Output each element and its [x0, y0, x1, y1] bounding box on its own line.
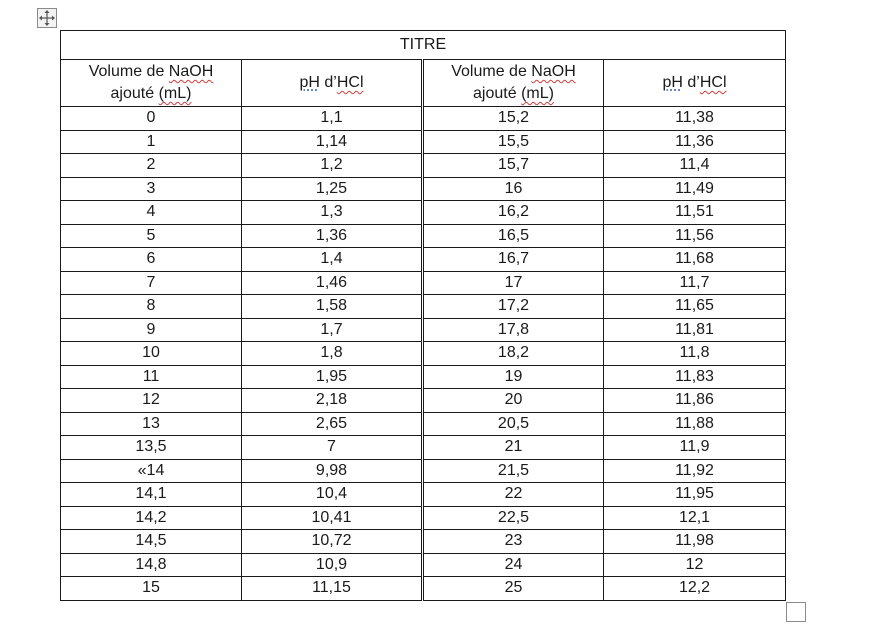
table-cell[interactable]: 14,2 [61, 506, 242, 530]
table-cell[interactable]: 24 [423, 553, 604, 577]
table-row [61, 436, 786, 460]
table-cell[interactable]: 11,38 [604, 107, 786, 131]
table-cell[interactable]: 7 [61, 271, 242, 295]
table-cell[interactable]: 11,7 [604, 271, 786, 295]
table-cell[interactable]: 20 [423, 389, 604, 413]
header-ph-hcl[interactable] [242, 60, 423, 107]
table-cell[interactable]: 2,18 [242, 389, 423, 413]
table-body [61, 107, 786, 601]
table-row [61, 318, 786, 342]
table-cell[interactable]: 25 [423, 577, 604, 601]
table-cell[interactable]: 19 [423, 365, 604, 389]
table-cell[interactable]: 21,5 [423, 459, 604, 483]
table-cell[interactable]: 1,46 [242, 271, 423, 295]
table-cell[interactable]: 20,5 [423, 412, 604, 436]
header-marked-word: HCl [336, 74, 364, 91]
table-cell[interactable]: 17 [423, 271, 604, 295]
table-cell[interactable]: 7 [242, 436, 423, 460]
table-row [61, 224, 786, 248]
table-cell[interactable]: 11,83 [604, 365, 786, 389]
table-cell[interactable]: 11,65 [604, 295, 786, 319]
four-way-arrow-icon [38, 9, 56, 27]
table-cell[interactable]: 12 [604, 553, 786, 577]
table-cell[interactable]: 22,5 [423, 506, 604, 530]
table-cell[interactable]: 15,7 [423, 154, 604, 178]
table-cell[interactable]: 13,5 [61, 436, 242, 460]
header-marked-word: NaOH [531, 63, 576, 80]
table-row [61, 553, 786, 577]
table-cell[interactable]: 11,9 [604, 436, 786, 460]
table-cell[interactable]: 10,72 [242, 530, 423, 554]
header-ph-hcl[interactable] [604, 60, 786, 107]
table-cell[interactable]: 1,25 [242, 177, 423, 201]
table-cell[interactable]: 11,8 [604, 342, 786, 366]
titration-table [60, 30, 786, 601]
table-row [61, 506, 786, 530]
table-cell[interactable]: 16 [423, 177, 604, 201]
header-volume-naoh[interactable] [61, 60, 242, 107]
table-cell[interactable]: 12 [61, 389, 242, 413]
table-move-handle[interactable] [37, 8, 57, 28]
table-row [61, 271, 786, 295]
table-cell[interactable]: 21 [423, 436, 604, 460]
table-cell[interactable]: 1 [61, 130, 242, 154]
header-text: Volume de [451, 63, 532, 80]
table-cell[interactable]: 11,81 [604, 318, 786, 342]
table-cell[interactable]: 10,4 [242, 483, 423, 507]
table-cell[interactable]: 11,88 [604, 412, 786, 436]
table-cell[interactable]: 1,8 [242, 342, 423, 366]
table-row [61, 342, 786, 366]
table-cell[interactable]: 1,58 [242, 295, 423, 319]
table-row [61, 107, 786, 131]
table-cell[interactable]: 11,95 [604, 483, 786, 507]
table-cell[interactable]: 11,51 [604, 201, 786, 225]
table-cell[interactable]: 1,36 [242, 224, 423, 248]
table-row [61, 295, 786, 319]
table-cell[interactable]: 11,36 [604, 130, 786, 154]
header-row [61, 60, 786, 107]
table-cell[interactable]: 11,92 [604, 459, 786, 483]
header-text: Volume de [88, 63, 169, 80]
table-cell[interactable]: 17,8 [423, 318, 604, 342]
table-cell[interactable]: 3 [61, 177, 242, 201]
table-cell[interactable]: 8 [61, 295, 242, 319]
table-cell[interactable]: 11,56 [604, 224, 786, 248]
header-text: ajouté [110, 85, 159, 102]
table-cell[interactable]: 16,5 [423, 224, 604, 248]
table-cell[interactable]: 0 [61, 107, 242, 131]
table-title[interactable]: TITRE [61, 31, 786, 60]
table-row [61, 483, 786, 507]
table-cell[interactable]: 1,1 [242, 107, 423, 131]
table-cell[interactable]: 1,95 [242, 365, 423, 389]
table-row [61, 130, 786, 154]
header-marked-word: pH [299, 74, 320, 91]
table-row [61, 365, 786, 389]
table-cell[interactable]: 10 [61, 342, 242, 366]
header-marked-word: (mL) [158, 85, 192, 102]
table-row [61, 412, 786, 436]
table-cell[interactable]: 9 [61, 318, 242, 342]
header-text: ajouté [473, 85, 522, 102]
table-cell[interactable]: 2 [61, 154, 242, 178]
table-cell[interactable]: 13 [61, 412, 242, 436]
table-cell[interactable]: 12,2 [604, 577, 786, 601]
table-cell[interactable]: 1,7 [242, 318, 423, 342]
table-cell[interactable]: «14 [61, 459, 242, 483]
table-cell[interactable]: 10,9 [242, 553, 423, 577]
table-cell[interactable]: 14,8 [61, 553, 242, 577]
table-cell[interactable]: 9,98 [242, 459, 423, 483]
table-cell[interactable]: 22 [423, 483, 604, 507]
table-cell[interactable]: 1,4 [242, 248, 423, 272]
table-cell[interactable]: 6 [61, 248, 242, 272]
table-cell[interactable]: 18,2 [423, 342, 604, 366]
table-cell[interactable]: 5 [61, 224, 242, 248]
table-cell[interactable]: 16,2 [423, 201, 604, 225]
table-cell[interactable]: 23 [423, 530, 604, 554]
table-row [61, 530, 786, 554]
title-row [61, 31, 786, 60]
table-row [61, 389, 786, 413]
table-cell[interactable]: 12,1 [604, 506, 786, 530]
table-cell[interactable]: 4 [61, 201, 242, 225]
table-cell[interactable]: 11,15 [242, 577, 423, 601]
table-cell[interactable]: 15 [61, 577, 242, 601]
header-text: d’ [682, 74, 700, 91]
table-row [61, 177, 786, 201]
table-cell[interactable]: 11,4 [604, 154, 786, 178]
table-row [61, 248, 786, 272]
table-cell[interactable]: 1,2 [242, 154, 423, 178]
table-cell[interactable]: 16,7 [423, 248, 604, 272]
header-marked-word: pH [662, 74, 683, 91]
table-cell[interactable]: 14,5 [61, 530, 242, 554]
table-cell[interactable]: 17,2 [423, 295, 604, 319]
table-cell[interactable]: 11 [61, 365, 242, 389]
header-volume-naoh[interactable] [423, 60, 604, 107]
table-cell[interactable]: 14,1 [61, 483, 242, 507]
table-cell[interactable]: 15,2 [423, 107, 604, 131]
header-marked-word: NaOH [168, 63, 214, 80]
header-marked-word: (mL) [521, 85, 554, 102]
table-cell[interactable]: 11,49 [604, 177, 786, 201]
table-cell[interactable]: 2,65 [242, 412, 423, 436]
table-cell[interactable]: 11,68 [604, 248, 786, 272]
table-row [61, 154, 786, 178]
header-text: d’ [319, 74, 337, 91]
table-cell[interactable]: 10,41 [242, 506, 423, 530]
table-cell[interactable]: 11,98 [604, 530, 786, 554]
table-resize-handle[interactable] [786, 602, 806, 622]
table-cell[interactable]: 11,86 [604, 389, 786, 413]
table-row [61, 459, 786, 483]
table-row [61, 577, 786, 601]
table-cell[interactable]: 1,3 [242, 201, 423, 225]
table-cell[interactable]: 1,14 [242, 130, 423, 154]
table-cell[interactable]: 15,5 [423, 130, 604, 154]
header-marked-word: HCl [699, 74, 727, 91]
table-row [61, 201, 786, 225]
